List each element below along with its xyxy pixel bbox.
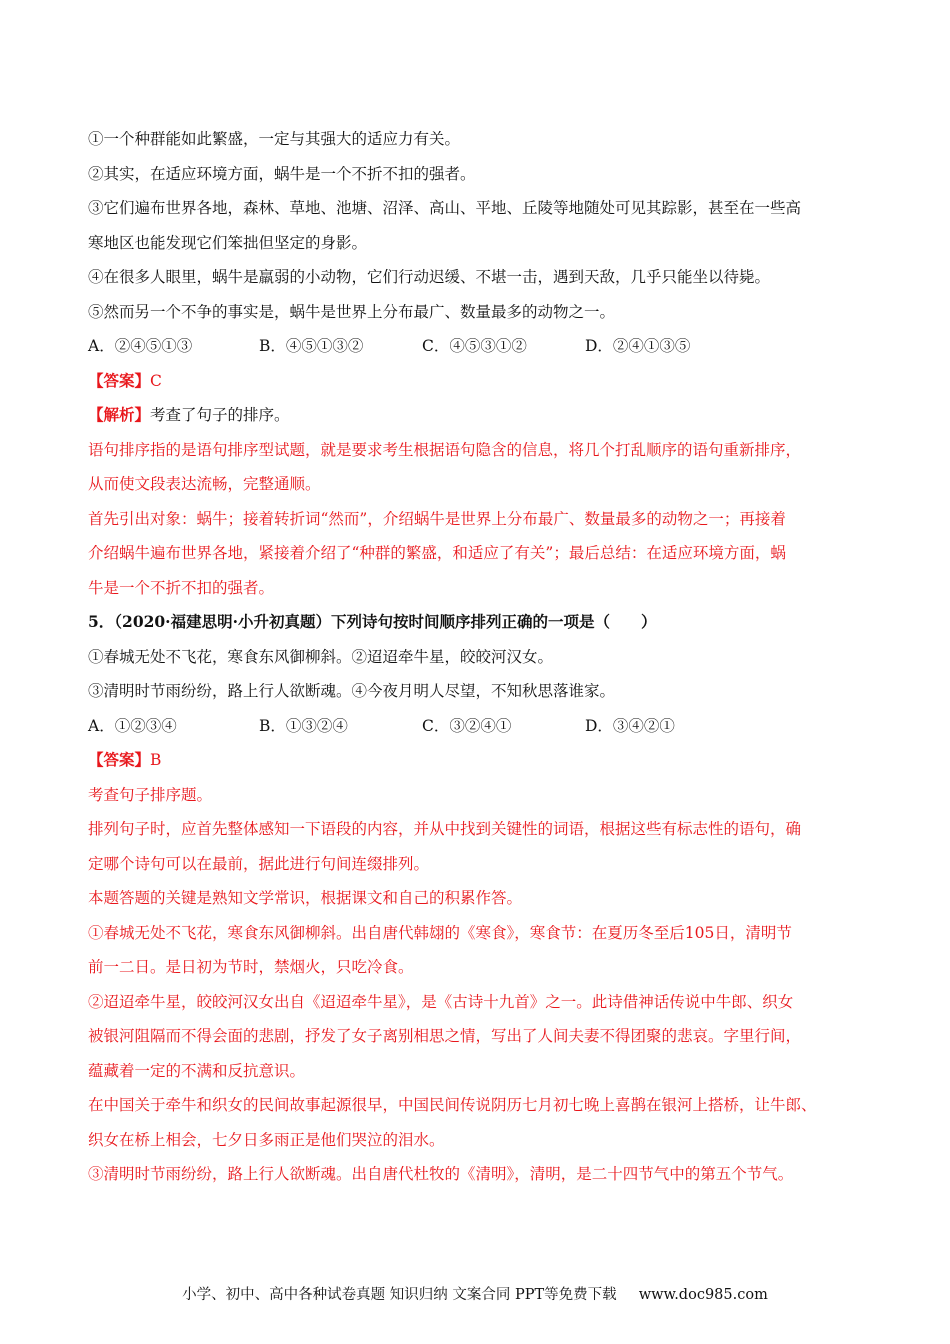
- q4-sentence-1: ①一个种群能如此繁盛，一定与其强大的适应力有关。: [88, 130, 461, 148]
- answer-tag: 【答案】: [88, 370, 151, 390]
- analysis-tag: 【解析】: [88, 405, 151, 424]
- q5-analysis-5: ①春城无处不飞花，寒食东风御柳斜。出自唐代韩翃的《寒食》，寒食节：在夏历冬至后105日，清明节: [88, 923, 792, 942]
- q4-analysis-3: 首先引出对象：蜗牛；接着转折词“然而”，介绍蜗牛是世界上分布最广、数量最多的动物之一；再接着: [88, 509, 786, 528]
- q5-option-c: C．③②④①: [422, 716, 512, 735]
- q5-analysis-2: 排列句子时，应首先整体感知一下语段的内容，并从中找到关键性的词语，根据这些有标志性的语句，确: [88, 820, 802, 838]
- q4-analysis-5: 牛是一个不折不扣的强者。: [88, 578, 275, 597]
- q4-sentence-5: ⑤然而另一个不争的事实是，蜗牛是世界上分布最广、数量最多的动物之一。: [88, 302, 616, 321]
- q4-option-b: B．④⑤①③②: [259, 337, 364, 355]
- q5-analysis-4: 本题答题的关键是熟知文学常识，根据课文和自己的积累作答。: [88, 889, 523, 907]
- q5-analysis-12: ③清明时节雨纷纷，路上行人欲断魂。出自唐代杜牧的《清明》，清明，是二十四节气中的第五个节气。: [88, 1165, 794, 1183]
- q5-options: [88, 709, 868, 744]
- q5-poem-1: ①春城无处不飞花，寒食东风御柳斜。②迢迢牵牛星，皎皎河汉女。: [88, 647, 554, 666]
- q4-sentence-3: ③它们遍布世界各地，森林、草地、池塘、沼泽、高山、平地、丘陵等地随处可见其踪影，甚至在一些高: [88, 199, 802, 217]
- q5-analysis-8: 被银河阻隔而不得会面的悲剧，抒发了女子离别相思之情，写出了人间夫妻不得团聚的悲哀。字里行间，: [88, 1027, 802, 1045]
- document-body: [88, 122, 868, 1192]
- q4-sentence-2: ②其实，在适应环境方面，蜗牛是一个不折不扣的强者。: [88, 164, 476, 183]
- q5-analysis-6: 前一二日。是日初为节时，禁烟火，只吃冷食。: [88, 958, 414, 976]
- q4-option-a: A．②④⑤①③: [88, 337, 193, 355]
- q4-option-c: C．④⑤③①②: [422, 337, 527, 355]
- footer-text: 小学、初中、高中各种试卷真题 知识归纳 文案合同 PPT等免费下载: [182, 1287, 617, 1303]
- q4-analysis-1: 语句排序指的是语句排序型试题，就是要求考生根据语句隐含的信息，将几个打乱顺序的语句重新排序，: [88, 440, 802, 459]
- q4-answer: [88, 364, 868, 399]
- q5-poem-2: ③清明时节雨纷纷，路上行人欲断魂。④今夜月明人尽望，不知秋思落谁家。: [88, 682, 616, 700]
- q5-analysis-11: 织女在桥上相会，七夕日多雨正是他们哭泣的泪水。: [88, 1130, 445, 1149]
- q4-analysis-2: 从而使文段表达流畅，完整通顺。: [88, 475, 321, 493]
- q5-analysis-1: 考查句子排序题。: [88, 785, 213, 804]
- q4-sentence-3-cont: 寒地区也能发现它们笨拙但坚定的身影。: [88, 233, 368, 252]
- q5-option-b: B．①③②④: [259, 716, 348, 735]
- q4-analysis-4: 介绍蜗牛遍布世界各地，紧接着介绍了“种群的繁盛，和适应了有关”；最后总结：在适应环境方面，蜗: [88, 544, 786, 562]
- answer-value: C: [150, 371, 162, 390]
- q5-option-d: D．③④②①: [585, 716, 675, 735]
- q4-analysis-heading: [88, 398, 868, 433]
- q5-option-a: A．①②③④: [88, 716, 177, 735]
- q4-options: [88, 329, 868, 364]
- answer-tag: 【答案】: [88, 750, 151, 769]
- answer-value: B: [150, 751, 162, 769]
- q5-answer: [88, 743, 868, 778]
- analysis-lead: 考查了句子的排序。: [150, 406, 290, 424]
- page-footer: [0, 1283, 950, 1304]
- q5-analysis-3: 定哪个诗句可以在最前，据此进行句间连缀排列。: [88, 854, 430, 873]
- q4-option-d: D．②④①③⑤: [585, 337, 691, 355]
- q4-sentence-4: ④在很多人眼里，蜗牛是羸弱的小动物，它们行动迟缓、不堪一击，遇到天敌，几乎只能坐以待毙。: [88, 268, 771, 286]
- q5-analysis-9: 蕴藏着一定的不满和反抗意识。: [88, 1061, 306, 1080]
- q5-analysis-10: 在中国关于牵牛和织女的民间故事起源很早，中国民间传说阴历七月初七晚上喜鹊在银河上搭桥，让牛郎、: [88, 1096, 817, 1114]
- q5-title: 5．（2020·福建思明·小升初真题）下列诗句按时间顺序排列正确的一项是（ ）: [88, 612, 657, 631]
- q5-analysis-7: ②迢迢牵牛星，皎皎河汉女出自《迢迢牵牛星》，是《古诗十九首》之一。此诗借神话传说中牛郎、织女: [88, 992, 794, 1011]
- footer-url-link[interactable]: www.doc985.com: [638, 1287, 768, 1303]
